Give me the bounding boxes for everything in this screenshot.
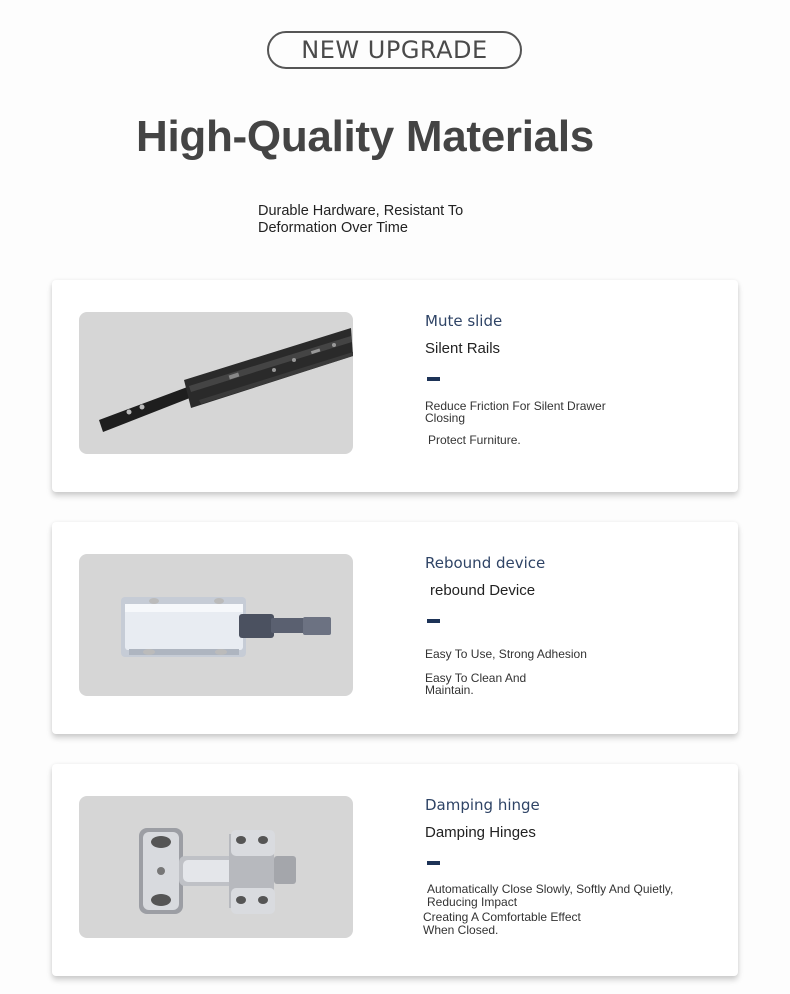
feature-title: Rebound device xyxy=(425,554,546,572)
accent-dash xyxy=(427,377,440,381)
new-upgrade-badge xyxy=(267,31,522,69)
accent-dash xyxy=(427,619,440,623)
feature-title: Damping hinge xyxy=(425,796,540,814)
feature-desc-2: Creating A Comfortable Effect When Closed. xyxy=(423,910,581,937)
feature-desc-1: Easy To Use, Strong Adhesion xyxy=(425,647,587,661)
feature-card-rebound-device xyxy=(52,522,738,734)
feature-title: Mute slide xyxy=(425,312,503,330)
feature-desc-1: Reduce Friction For Silent Drawer Closing xyxy=(425,399,606,425)
push-to-open-rebounder-image xyxy=(79,554,353,696)
feature-subtitle: Damping Hinges xyxy=(425,824,536,841)
feature-subtitle: rebound Device xyxy=(430,582,536,599)
feature-desc-2: Protect Furniture. xyxy=(428,433,521,447)
page-subtitle: Durable Hardware, Resistant To Deformation Over Time xyxy=(258,203,464,236)
drawer-slide-rail-image xyxy=(79,312,353,454)
feature-desc-2: Easy To Clean And Maintain. xyxy=(425,671,527,697)
feature-subtitle: Silent Rails xyxy=(425,340,501,357)
feature-card-damping-hinge xyxy=(52,764,738,976)
badge-text: NEW UPGRADE xyxy=(301,36,488,64)
feature-card-mute-slide xyxy=(52,280,738,492)
feature-desc-1: Automatically Close Slowly, Softly And Quietly, Reducing Impact xyxy=(427,882,674,909)
cabinet-hinge-image xyxy=(79,796,353,938)
accent-dash xyxy=(427,861,440,865)
page-title: High-Quality Materials xyxy=(136,112,594,161)
